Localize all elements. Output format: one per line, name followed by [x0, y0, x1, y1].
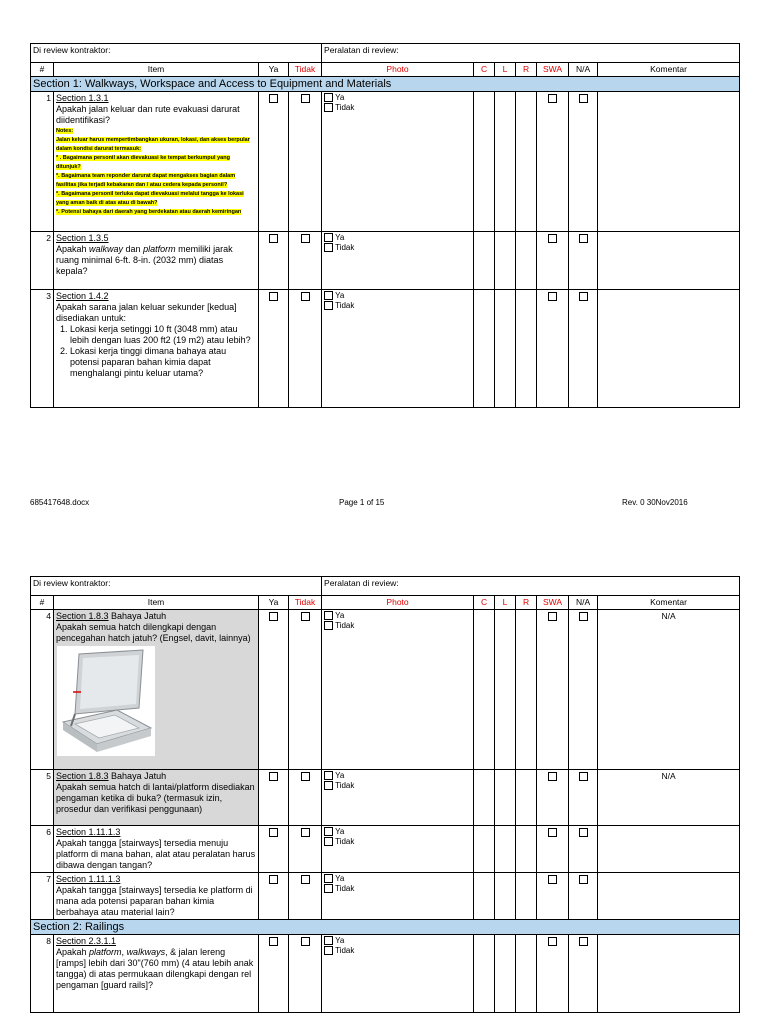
equipment-label: Peralatan di review:: [322, 44, 740, 63]
photo-ya-checkbox[interactable]: [324, 611, 333, 620]
section-2-row: [31, 920, 740, 935]
section-reference: Section 2.3.1.1: [56, 936, 117, 946]
tidak-checkbox[interactable]: [301, 937, 310, 946]
col-r: R: [516, 63, 537, 77]
item-number: 4: [31, 610, 54, 770]
review-header-row: [31, 44, 740, 63]
comment-cell[interactable]: [598, 935, 740, 1013]
na-checkbox[interactable]: [579, 937, 588, 946]
item-cell: [54, 826, 259, 873]
tidak-checkbox[interactable]: [301, 875, 310, 884]
col-photo: Photo: [322, 596, 474, 610]
item-question: Apakah tangga [stairways] tersedia menuju platform di mana bahan, alat atau peralatan harus dibawa dengan tangan?: [56, 838, 256, 870]
section-reference: Section 1.4.2: [56, 291, 109, 301]
page-1: [30, 43, 739, 408]
item-question: Apakah walkway dan platform memiliki jarak ruang minimal 6-ft. 8-in. (2032 mm) diatas kepala?: [56, 244, 233, 276]
ya-checkbox[interactable]: [269, 234, 278, 243]
photo-tidak-checkbox[interactable]: [324, 243, 333, 252]
na-checkbox[interactable]: [579, 828, 588, 837]
photo-ya-checkbox[interactable]: [324, 771, 333, 780]
photo-cell: [322, 826, 474, 873]
col-ya: Ya: [259, 596, 289, 610]
swa-checkbox[interactable]: [548, 875, 557, 884]
col-tidak: Tidak: [289, 596, 322, 610]
comment-cell[interactable]: [598, 290, 740, 408]
photo-ya-label: Ya: [335, 611, 345, 620]
footer-filename: 685417648.docx: [30, 498, 90, 507]
col-number: #: [31, 596, 54, 610]
item-number: 5: [31, 770, 54, 826]
comment-cell[interactable]: [598, 826, 740, 873]
sub-list: [56, 324, 256, 379]
footer-revision: Rev. 0 30Nov2016: [622, 498, 688, 507]
section-1-title: Section 1: Walkways, Workspace and Access to Equipment and Materials: [31, 77, 740, 92]
col-l: L: [495, 596, 516, 610]
ya-checkbox[interactable]: [269, 94, 278, 103]
photo-tidak-label: Tidak: [335, 243, 355, 252]
reviewer-label: Di review kontraktor:: [31, 44, 322, 63]
col-na: N/A: [569, 596, 598, 610]
tidak-checkbox[interactable]: [301, 612, 310, 621]
item-question: Apakah sarana jalan keluar sekunder [kedua] disediakan untuk:: [56, 302, 237, 323]
col-photo: Photo: [322, 63, 474, 77]
checklist-table-page-1: [30, 43, 740, 408]
col-item: Item: [54, 596, 259, 610]
photo-cell: [322, 935, 474, 1013]
photo-tidak-label: Tidak: [335, 837, 355, 846]
ya-checkbox[interactable]: [269, 828, 278, 837]
photo-cell: [322, 873, 474, 920]
tidak-checkbox[interactable]: [301, 828, 310, 837]
photo-tidak-label: Tidak: [335, 946, 355, 955]
item-cell: [54, 770, 259, 826]
table-row: [31, 826, 740, 873]
tidak-checkbox[interactable]: [301, 292, 310, 301]
photo-tidak-label: Tidak: [335, 621, 355, 630]
photo-ya-label: Ya: [335, 291, 345, 300]
item-cell: [54, 92, 259, 232]
table-row: [31, 610, 740, 770]
col-tidak: Tidak: [289, 63, 322, 77]
col-l: L: [495, 63, 516, 77]
item-notes: Notes: Jalan keluar harus mempertimbangkan ukuran, lokasi, dan akses berpular dalam kondisi darurat termasuk: * . Bagaimana personil akan dievakuasi ke tempat berkumpul yang ditunjuk? *. Bagaimana team reponder darurat dapat mengakses bagian dalam fasilitas jika terjadi kebakaran dan / atau cedera kepada personil? *. Bagaimana personil terluka dapat dievakuasi melalui tangga ke lokasi yang aman baik di atas atau di bawah? *. Potensi bahaya dari daerah yang berdekatan atau daerah kemiringan: [56, 128, 250, 215]
photo-ya-label: Ya: [335, 827, 345, 836]
column-header-row: [31, 596, 740, 610]
photo-cell: [322, 770, 474, 826]
comment-cell[interactable]: [598, 92, 740, 232]
section-reference: Section 1.3.1: [56, 93, 109, 103]
photo-tidak-checkbox[interactable]: [324, 884, 333, 893]
comment-cell[interactable]: N/A: [598, 770, 740, 826]
checklist-table-page-2: [30, 576, 740, 1013]
photo-tidak-label: Tidak: [335, 781, 355, 790]
col-c: C: [474, 63, 495, 77]
ya-checkbox[interactable]: [269, 292, 278, 301]
section-reference: Section 1.3.5: [56, 233, 109, 243]
page-2: [30, 576, 739, 1013]
photo-tidak-label: Tidak: [335, 884, 355, 893]
item-title: Bahaya Jatuh: [108, 771, 167, 781]
col-komentar: Komentar: [598, 63, 740, 77]
item-question: Apakah semua hatch dilengkapi dengan pencegahan hatch jatuh? (Engsel, davit, lainnya): [56, 622, 251, 643]
photo-ya-label: Ya: [335, 874, 345, 883]
table-row: [31, 290, 740, 408]
item-number: 1: [31, 92, 54, 232]
tidak-checkbox[interactable]: [301, 772, 310, 781]
item-question: Apakah platform, walkways, & jalan lereng [ramps] lebih dari 30"(760 mm) (4 atau lebih anak tangga) di atas permukaan dilengkapi dengan rel pengaman [guard rails]?: [56, 947, 254, 990]
section-reference: Section 1.11.1.3: [56, 827, 121, 837]
item-question: Apakah tangga [stairways] tersedia ke platform di mana ada potensi paparan bahan kimia berbahaya atau material lain?: [56, 885, 253, 917]
swa-checkbox[interactable]: [548, 94, 557, 103]
col-c: C: [474, 596, 495, 610]
photo-ya-checkbox[interactable]: [324, 291, 333, 300]
photo-tidak-label: Tidak: [335, 103, 355, 112]
item-cell: [54, 610, 259, 770]
ya-checkbox[interactable]: [269, 612, 278, 621]
photo-ya-checkbox[interactable]: [324, 827, 333, 836]
item-cell: [54, 935, 259, 1013]
item-number: 7: [31, 873, 54, 920]
item-number: 2: [31, 232, 54, 290]
photo-tidak-checkbox[interactable]: [324, 621, 333, 630]
section-reference: Section 1.8.3: [56, 611, 109, 621]
tidak-checkbox[interactable]: [301, 234, 310, 243]
photo-tidak-checkbox[interactable]: [324, 301, 333, 310]
na-checkbox[interactable]: [579, 94, 588, 103]
item-cell: [54, 232, 259, 290]
photo-tidak-checkbox[interactable]: [324, 781, 333, 790]
sub-item: 2. Lokasi kerja tinggi dimana bahaya atau potensi paparan bahan kimia dapat menghalangi pintu keluar utama?: [70, 346, 256, 379]
tidak-checkbox[interactable]: [301, 94, 310, 103]
swa-checkbox[interactable]: [548, 772, 557, 781]
na-checkbox[interactable]: [579, 612, 588, 621]
swa-checkbox[interactable]: [548, 828, 557, 837]
section-1-row: [31, 77, 740, 92]
photo-tidak-checkbox[interactable]: [324, 946, 333, 955]
swa-checkbox[interactable]: [548, 292, 557, 301]
swa-checkbox[interactable]: [548, 612, 557, 621]
col-swa: SWA: [537, 596, 569, 610]
col-swa: SWA: [537, 63, 569, 77]
section-reference: Section 1.11.1.3: [56, 874, 121, 884]
comment-cell[interactable]: N/A: [598, 610, 740, 770]
table-row: [31, 935, 740, 1013]
item-cell: [54, 290, 259, 408]
footer-page-number: Page 1 of 15: [339, 498, 385, 507]
col-komentar: Komentar: [598, 596, 740, 610]
swa-checkbox[interactable]: [548, 937, 557, 946]
roof-hatch-image: [57, 646, 155, 756]
photo-ya-label: Ya: [335, 936, 345, 945]
col-r: R: [516, 596, 537, 610]
sub-item: 1. Lokasi kerja setinggi 10 ft (3048 mm) atau lebih dengan luas 200 ft2 (19 m2) atau lebih?: [70, 324, 256, 346]
photo-ya-label: Ya: [335, 771, 345, 780]
col-na: N/A: [569, 63, 598, 77]
na-checkbox[interactable]: [579, 772, 588, 781]
na-checkbox[interactable]: [579, 292, 588, 301]
item-number: 6: [31, 826, 54, 873]
photo-cell: [322, 610, 474, 770]
photo-tidak-checkbox[interactable]: [324, 103, 333, 112]
equipment-label: Peralatan di review:: [322, 577, 740, 596]
col-item: Item: [54, 63, 259, 77]
section-reference: Section 1.8.3: [56, 771, 109, 781]
table-row: [31, 232, 740, 290]
photo-ya-label: Ya: [335, 93, 345, 102]
na-checkbox[interactable]: [579, 234, 588, 243]
review-header-row: [31, 577, 740, 596]
photo-ya-checkbox[interactable]: [324, 874, 333, 883]
table-row: [31, 873, 740, 920]
reviewer-label: Di review kontraktor:: [31, 577, 322, 596]
comment-cell[interactable]: [598, 873, 740, 920]
item-question: Apakah jalan keluar dan rute evakuasi darurat diidentifikasi?: [56, 104, 240, 125]
photo-tidak-checkbox[interactable]: [324, 837, 333, 846]
page-footer: [30, 498, 739, 510]
photo-ya-checkbox[interactable]: [324, 93, 333, 102]
photo-cell: [322, 92, 474, 232]
col-number: #: [31, 63, 54, 77]
comment-cell[interactable]: [598, 232, 740, 290]
photo-ya-checkbox[interactable]: [324, 936, 333, 945]
ya-checkbox[interactable]: [269, 772, 278, 781]
swa-checkbox[interactable]: [548, 234, 557, 243]
item-cell: [54, 873, 259, 920]
item-title: Bahaya Jatuh: [108, 611, 167, 621]
item-number: 3: [31, 290, 54, 408]
na-checkbox[interactable]: [579, 875, 588, 884]
col-ya: Ya: [259, 63, 289, 77]
photo-ya-label: Ya: [335, 233, 345, 242]
photo-cell: [322, 232, 474, 290]
column-header-row: [31, 63, 740, 77]
table-row: [31, 770, 740, 826]
photo-ya-checkbox[interactable]: [324, 233, 333, 242]
ya-checkbox[interactable]: [269, 875, 278, 884]
item-number: 8: [31, 935, 54, 1013]
photo-cell: [322, 290, 474, 408]
item-question: Apakah semua hatch di lantai/platform disediakan pengaman ketika di buka? (termasuk izin, prosedur dan verifikasi penggunaan): [56, 782, 255, 814]
section-2-title: Section 2: Railings: [31, 920, 740, 935]
photo-tidak-label: Tidak: [335, 301, 355, 310]
ya-checkbox[interactable]: [269, 937, 278, 946]
table-row: [31, 92, 740, 232]
